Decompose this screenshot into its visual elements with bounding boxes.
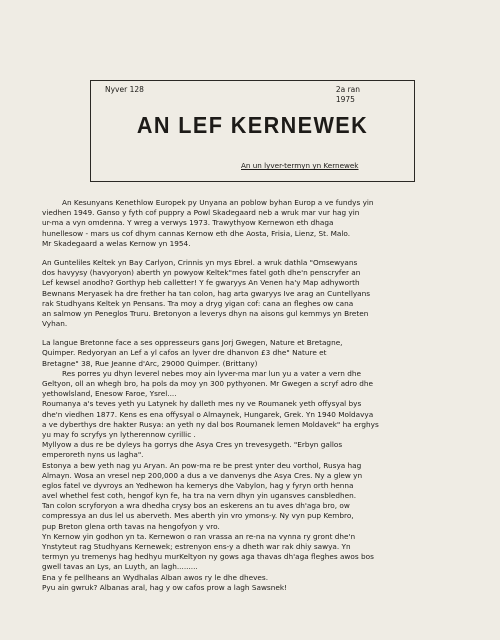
text-line: eglos fatel ve dyvroys an Yedhewon ha kemerys dhe Vabylon, hag y fyryn orth henna [42,480,354,490]
text-line: a ve dyberthys dre hakter Rusya: an yeth ny dal bos Roumanek lemen Moldavek" ha erghys [42,419,379,429]
text-line: emperoreth nyns us lagha". [42,450,144,460]
page-title: AN LEF KERNEWEK [136,112,369,138]
text-line: Tan colon scryforyon a wra dhedha crysy bos an eskerens an tu aves dh'aga bro, ow [42,501,350,511]
page-subtitle: An un lyver-termyn yn Kernewek [241,161,359,170]
text-line: termyn yu tremenys hag hedhyu murKeltyon ny gows aga thavas dh'aga fleghes awos bos [42,552,374,562]
text-line: hunellesow - mars us cof dhym cannas Kernow eth dhe Aosta, Frisia, Lienz, St. Malo. [42,228,351,238]
text-line: pup Breton glena orth tavas na hengofyon y vro. [42,521,220,531]
paragraph-3 [42,338,472,593]
text-line: Vyhan. [42,319,68,329]
text-line: Res porres yu dhyn leverel nebes moy ain lyver-ma mar lun yu a vater a vern dhe [62,368,361,378]
article-body [42,198,472,602]
text-line: Myllyow a dus re be dyleys ha gorrys dhe Asya Cres yn trevesygeth. "Erbyn gallos [42,440,343,450]
text-line: An Kesunyans Kenethlow Europek py Unyana an poblow byhan Europ a ve fundys yin [62,198,374,207]
text-line: Estonya a bew yeth nag yu Aryan. An pow-ma re be prest ynter deu vorthol, Rusya hag [42,460,362,470]
text-line: An Gunteliles Keltek yn Bay Carlyon, Crinnis yn mys Ebrel. a wruk dathla "Omsewyans [42,257,358,267]
text-line: ur-ma a vyn omdenna. Y wreg a verwys 1973. Trawythyow Kernewon eth dhaga [42,218,334,228]
text-line: Bretagne" 38, Rue Jeanne d'Arc, 29000 Quimper. (Brittany) [42,358,258,368]
text-line: Almayn. Wosa an vresel nep 200,000 a dus a ve danvenys dhe Asya Cres. Ny a glew yn [42,470,363,480]
text-line: Ena y fe pellheans an Wydhalas Alban awos ry le dhe dheves. [42,572,269,582]
text-line: rak Studhyans Keltek yn Pensans. Tra moy a dryg yigan cof: cana an fleghes ow cana [42,298,354,308]
text-line: Pyu ain gwruk? Albanas aral, hag y ow cafos prow a lagh Sawsnek! [42,582,287,592]
text-line: yu may fo scryfys yn lytherennow cyrillic . [42,429,196,439]
text-line: dos havyysy (havyoryon) aberth yn powyow Keltek"mes fatel goth dhe'n penscryfer an [42,268,361,278]
masthead-box [90,80,415,182]
issue-date-line1: 2a ran [335,85,360,94]
text-line: viedhen 1949. Ganso y fyth cof puppry a Powl Skadegaard neb a wruk mar vur hag yin [42,208,360,218]
text-line: dhe'n viedhen 1877. Kens es ena offysyal o Almaynek, Hungarek, Grek. Yn 1940 Moldavya [42,409,374,419]
text-line: Bewnans Meryasek ha dre frether ha tan colon, hag arta gwaryys Ive arag an Cuntellyans [42,288,371,298]
issue-date-line2: 1975 [335,95,355,104]
text-line: Quimper. Redyoryan an Lef a yl cafos an lyver dre dhanvon £3 dhe" Nature et [42,348,327,358]
text-line: Ynstyteut rag Studhyans Kernewek; estrenyon ens-y a dheth war rak dhiy sawya. Yn [42,542,351,551]
text-line: Lef kewsel anodho? Gorthyp heb calletter! Y fe gwaryys An Venen ha'y Map adhyworth [42,278,360,288]
text-line: compressya an dus lel us aberveth. Mes aberth yin vro ymons-y. Ny vyn pup Kembro, [42,511,354,521]
text-line: gwell tavas an Lys, an Luyth, an lagh......... [42,562,198,572]
text-line: Geltyon, oll an whegh bro, ha pols da moy yn 300 pythyonen. Mr Gwegen a scryf adro dhe [42,379,374,388]
text-line: Yn Kernow yin godhon yn ta. Kernewon o ran vrassa an re-na na vynna ry gront dhe'n [42,531,356,541]
paragraph-2 [42,258,472,329]
text-line: an salmow yn Peneglos Truru. Bretonyon a leverys dhyn na aisons gul kemmys yn Breten [42,308,369,318]
paragraph-1 [42,198,472,249]
text-line: La langue Bretonne face a ses oppresseurs gans Jorj Gwegen, Nature et Bretagne, [42,338,343,348]
text-line: Mr Skadegaard a welas Kernow yn 1954. [42,238,191,248]
issue-date [336,85,360,105]
issue-number: Nyver 128 [105,85,144,94]
text-line: Roumanya a's teves yeth yu Latynek hy dalleth mes ny ve Roumanek yeth offysyal bys [42,399,362,409]
text-line: avel whethel fest coth, hengof kyn fe, ha tra na vern dhyn yin ugansves cansbledhen. [42,491,357,501]
text-line: yethowlsland, Enesow Faroe, Ysrel.... [42,389,177,399]
